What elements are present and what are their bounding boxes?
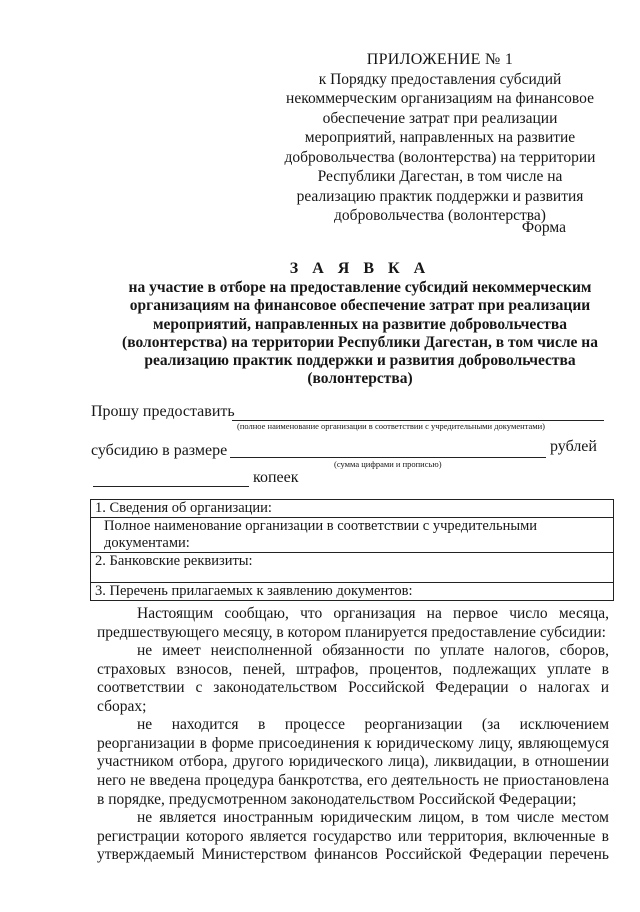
table-cell: 3. Перечень прилагаемых к заявлению документов: (91, 583, 614, 601)
kopecks-field[interactable] (93, 486, 249, 487)
table-cell: Полное наименование организации в соответствии с учредительными документами: (91, 518, 614, 553)
org-name-hint: (полное наименование организации в соответствии с учредительными документами) (237, 421, 545, 431)
table-cell: 1. Сведения об организации: (91, 500, 614, 518)
appendix-line: добровольчества (волонтерства) на территории (284, 148, 596, 166)
table-row (91, 518, 614, 553)
info-table (90, 499, 614, 601)
amount-label: субсидию в размере (91, 442, 228, 459)
table-row (91, 500, 614, 518)
application-title: З А Я В К А (289, 260, 431, 277)
request-label: Прошу предоставить (91, 403, 235, 420)
subtitle-line: (волонтерства) (307, 370, 413, 388)
paragraph-text: Настоящим сообщаю, что организация на первое число месяца, предшествующего месяцу, в котором планируется предоставление субсидии: (97, 605, 609, 641)
appendix-line: обеспечение затрат при реализации (322, 109, 558, 127)
subtitle-line: мероприятий, направленных на развитие добровольчества (152, 315, 568, 333)
table-row (91, 553, 614, 583)
appendix-line: добровольчества (волонтерства) (334, 207, 546, 224)
appendix-line: к Порядку предоставления субсидий (318, 70, 562, 88)
paragraph-text: не является иностранным юридическим лицом, в том числе местом регистрации которого является государство или территория, включенные в утверждаемый Министерством финансов Российской Федерации перечень (97, 809, 609, 864)
table-row (91, 583, 614, 601)
body-paragraph (97, 809, 609, 865)
kopecks-label: копеек (253, 469, 299, 486)
body-paragraph (97, 716, 609, 810)
subtitle-line: на участие в отборе на предоставление субсидий некоммерческим (128, 279, 592, 296)
paragraph-text: не находится в процессе реорганизации (за исключением реорганизации в форме присоединения к юридическому лицу, являющемуся участником отбора, другого юридического лица), ликвидации, в отношении него не введена процедура банкротства, его деятельность не приостановлена в порядке, предусмотренном законодательством Российской Федерации; (97, 716, 609, 808)
body-paragraph (97, 605, 609, 642)
amount-hint: (сумма цифрами и прописью) (334, 459, 442, 469)
subtitle-line: организациям на финансовое обеспечение затрат при реализации (129, 297, 591, 315)
appendix-header (260, 50, 620, 226)
appendix-title: ПРИЛОЖЕНИЕ № 1 (366, 51, 514, 68)
form-label: Форма (521, 219, 566, 236)
appendix-line: мероприятий, направленных на развитие (304, 129, 576, 146)
body-paragraph (97, 642, 609, 717)
table-cell: 2. Банковские реквизиты: (91, 553, 614, 583)
subtitle-line: (волонтерства) на территории Республики Дагестан, в том числе на (122, 333, 598, 351)
paragraph-text: не имеет неисполненной обязанности по уплате налогов, сборов, страховых взносов, пеней, штрафов, процентов, подлежащих уплате в соответствии с законодательством Российской Федерации о налогах и сборах; (97, 642, 609, 716)
appendix-line: реализацию практик поддержки и развития (296, 187, 584, 205)
appendix-line: Республики Дагестан, в том числе на (317, 168, 563, 185)
application-subtitle (80, 279, 640, 389)
amount-unit: рублей (550, 438, 597, 455)
subtitle-line: реализацию практик поддержки и развития добровольчества (144, 352, 576, 370)
amount-field[interactable] (230, 457, 546, 458)
appendix-line: некоммерческим организациям на финансовое (286, 90, 594, 107)
